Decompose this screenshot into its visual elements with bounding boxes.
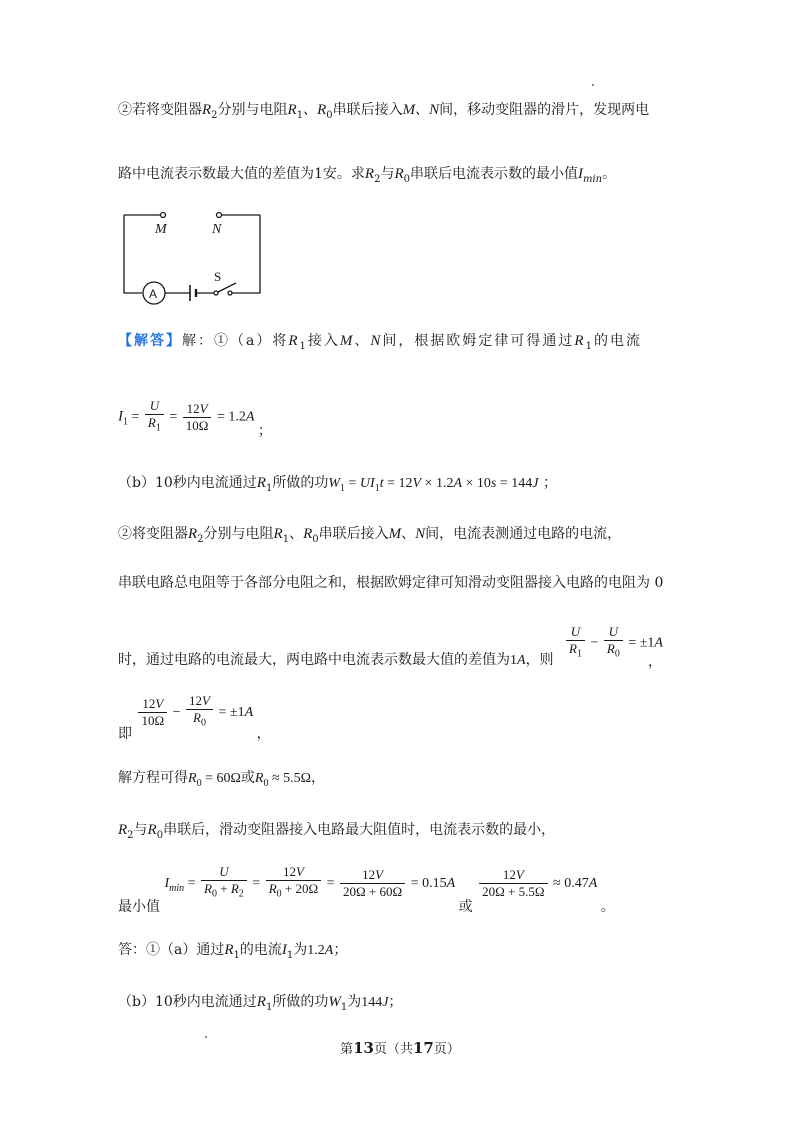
- terminal-m-label: M: [155, 222, 167, 237]
- answer2-line-1: ②将变阻器$R_2$分别与电阻$R_1$、$R_0$串联后接入M、N间，电流表测通过电路的电流，: [118, 526, 622, 545]
- answer2-line-7: 最小值 $I_{min}$ = $\frac{U}{R_0 + R_2}$ = $\frac{12V}{R_0 + 20\Omega}$ = $\frac{12V}{20\Omega + 60\Omega}$ = 0.15A 或 $\frac{12V}{20\Omega + 5.5\Omega}$ ≈ 0.47A 。: [118, 864, 615, 915]
- ammeter-label: A: [149, 287, 158, 301]
- equation-current-i1: $I_1$ = $\frac{U}{R_1}$ = $\frac{12V}{10\Omega}$ = 1.2A ；: [118, 398, 272, 439]
- summary-line-1: 答：①（a）通过$R_1$的电流$I_1$为1.2A；: [118, 942, 348, 961]
- answer2-line-6: $R_2$与$R_0$串联后，滑动变阻器接入电路最大阻值时，电流表示数的最小，: [118, 822, 556, 841]
- question-line-1: ②若将变阻器$R_2$分别与电阻$R_1$、$R_0$串联后接入M、N间，移动变阻器的滑片，发现两电: [118, 102, 650, 121]
- answer-line-1: 【解答】解：①（a）将$R_1$接入M、N间，根据欧姆定律可得通过$R_1$的电流: [118, 333, 642, 352]
- answer-tag: 【解答】: [118, 333, 182, 349]
- terminal-n-label: N: [212, 222, 222, 237]
- answer-work-line: （b）10秒内电流通过$R_1$所做的功$W_1 = UI_1t = 12V \times 1.2A \times 10s = 144J$ ；: [118, 475, 557, 494]
- switch-s-label: S: [214, 269, 222, 284]
- summary-line-2: （b）10秒内电流通过$R_1$所做的功$W_1$为144J；: [118, 994, 403, 1013]
- answer2-line-4: 即 $\frac{12V}{10\Omega}$ − $\frac{12V}{R_0}$ = ±1A ，: [118, 693, 271, 742]
- page-footer: 第13页（共17页）: [340, 1039, 460, 1057]
- answer2-line-3: 时，通过电路的电流最大，两电路中电流表示数最大值的差值为1A，则 $\frac{U}{R_1}$ − $\frac{U}{R_0}$ = ±1A ，: [118, 624, 663, 670]
- scan-dot: [592, 84, 594, 86]
- circuit-diagram: [118, 205, 268, 310]
- answer2-line-2: 串联电路总电阻等于各部分电阻之和，根据欧姆定律可知滑动变阻器接入电路的电阻为 0: [118, 575, 664, 591]
- answer2-line-5: 解方程可得$R_0 = 60\Omega$或$R_0 \approx 5.5\Omega$，: [118, 770, 326, 789]
- question-line-2: 路中电流表示数最大值的差值为1安。求$R_2$与$R_0$串联后电流表示数的最小值$I_{min}$。: [118, 166, 617, 185]
